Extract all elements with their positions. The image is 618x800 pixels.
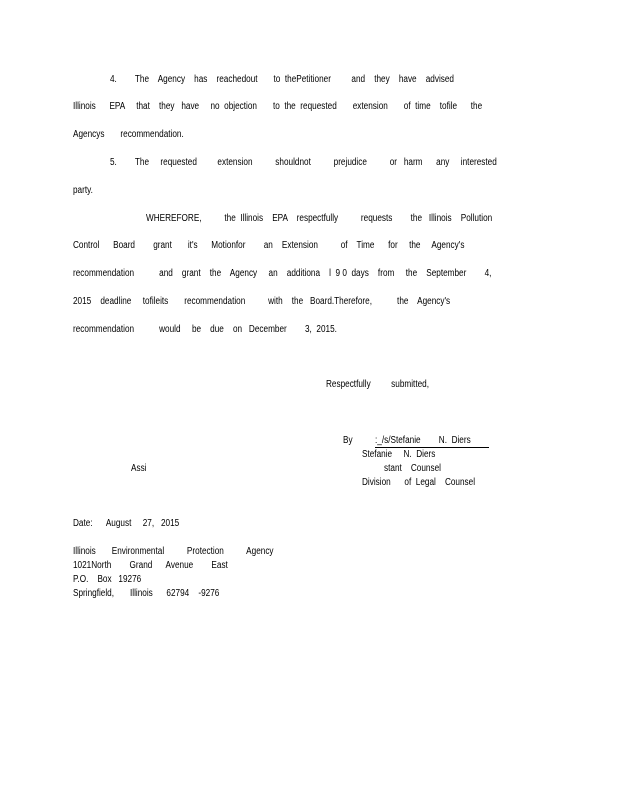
signer-division: Division of Legal Counsel	[362, 477, 476, 488]
signature-signed: :_/s/Stefanie N. Diers	[375, 435, 471, 446]
respectfully-submitted: Respectfully submitted,	[326, 379, 429, 390]
paragraph-5-line-2: party.	[73, 185, 93, 196]
address-line-1: Illinois Environmental Protection Agency	[73, 546, 274, 557]
address-line-3: P.O. Box 19276	[73, 574, 142, 585]
address-line-2: 1021North Grand Avenue East	[73, 560, 228, 571]
wherefore-line-3: recommendation and grant the Agency an additiona l 9 0 days from the September 4,	[73, 268, 492, 279]
signer-title-fragment: Assi	[131, 463, 147, 474]
date-line: Date: August 27, 2015	[73, 518, 180, 529]
paragraph-4-line-2: Illinois EPA that they have no objection to the requested extension of time tofile the	[73, 101, 483, 112]
paragraph-5-line-1: 5. The requested extension shouldnot prejudice or harm any interested	[110, 157, 497, 168]
signer-name: Stefanie N. Diers	[362, 449, 436, 460]
wherefore-line-4: 2015 deadline tofileits recommendation with the Board.Therefore, the Agency's	[73, 296, 451, 307]
wherefore-line-1: WHEREFORE, the Illinois EPA respectfully requests the Illinois Pollution	[146, 213, 493, 224]
signature-underline	[375, 447, 489, 448]
wherefore-line-2: Control Board grant it's Motionfor an Extension of Time for the Agency's	[73, 240, 465, 251]
signer-title: stant Counsel	[384, 463, 441, 474]
paragraph-4-line-1: 4. The Agency has reachedout to thePetitioner and they have advised	[110, 74, 454, 85]
address-line-4: Springfield, Illinois 62794 -9276	[73, 588, 220, 599]
wherefore-line-5: recommendation would be due on December 3, 2015.	[73, 324, 337, 335]
paragraph-4-line-3: Agencys recommendation.	[73, 129, 184, 140]
by-label: By	[343, 435, 353, 446]
